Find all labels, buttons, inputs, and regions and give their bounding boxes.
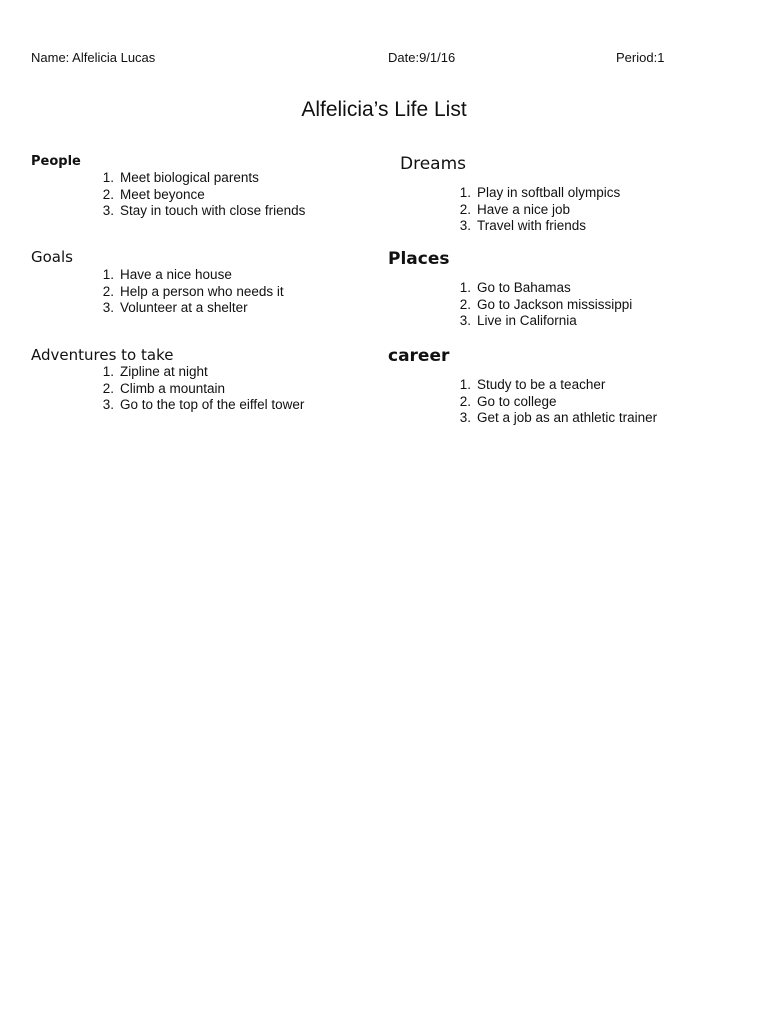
list-item (98, 397, 304, 414)
section-goals-heading (31, 248, 73, 266)
places-list (455, 280, 632, 330)
list-item (98, 300, 284, 317)
list-item (455, 185, 620, 202)
list-item-text: Travel with friends (477, 218, 587, 233)
list-number: 2. (459, 393, 471, 409)
list-item (455, 410, 657, 427)
list-item-text: Meet beyonce (120, 186, 205, 202)
section-heading: Places (388, 249, 450, 269)
list-item-text: Get a job as an athletic trainer (477, 410, 658, 425)
list-number: 1. (102, 170, 114, 185)
list-number: 3. (102, 300, 114, 315)
list-item-text: Play in softball olympics (477, 185, 621, 200)
list-item-text: Study to be a teacher (477, 377, 606, 392)
list-item (98, 364, 304, 381)
section-adventures-heading (31, 346, 173, 364)
list-item-text: Go to Jackson mississippi (477, 296, 633, 312)
list-number: 1. (459, 377, 471, 392)
list-item-text: Go to the top of the eiffel tower (120, 397, 305, 412)
list-number: 3. (459, 313, 471, 328)
list-number: 3. (102, 397, 114, 412)
people-list (98, 170, 305, 220)
section-heading: Goals (31, 248, 73, 266)
section-career-heading (388, 346, 449, 366)
list-item-text: Have a nice job (477, 201, 571, 217)
list-number: 2. (102, 283, 114, 299)
list-item (455, 202, 620, 219)
goals-list (98, 267, 284, 317)
list-item-text: Zipline at night (120, 364, 208, 379)
list-item-text: Volunteer at a shelter (120, 300, 248, 315)
list-item (98, 170, 305, 187)
list-item-text: Live in California (477, 313, 577, 328)
list-item-text: Go to Bahamas (477, 280, 571, 295)
list-item (98, 284, 284, 301)
document-title: Alfelicia’s Life List (301, 98, 467, 121)
list-item (455, 297, 632, 314)
list-item-text: Go to college (477, 393, 557, 409)
list-item (455, 280, 632, 297)
list-number: 2. (102, 186, 114, 202)
list-number: 1. (102, 364, 114, 379)
list-item (98, 203, 305, 220)
list-number: 3. (102, 203, 114, 218)
list-number: 1. (459, 185, 471, 200)
list-number: 1. (102, 267, 114, 282)
list-number: 2. (459, 296, 471, 312)
career-list (455, 377, 657, 427)
dreams-list (455, 185, 620, 235)
list-number: 2. (102, 380, 114, 396)
list-item (455, 218, 620, 235)
list-item (98, 187, 305, 204)
section-people-heading (31, 154, 81, 170)
list-item (455, 313, 632, 330)
section-heading: career (388, 346, 450, 366)
list-number: 3. (459, 410, 471, 425)
section-heading: Dreams (400, 154, 466, 174)
student-name: Name: Alfelicia Lucas (31, 50, 156, 65)
list-number: 3. (459, 218, 471, 233)
list-item-text: Help a person who needs it (120, 283, 284, 299)
list-number: 1. (459, 280, 471, 295)
date-field: Date:9/1/16 (388, 50, 456, 65)
list-item (455, 394, 657, 411)
list-item (455, 377, 657, 394)
list-item (98, 381, 304, 398)
list-item-text: Stay in touch with close friends (120, 203, 306, 218)
list-item (98, 267, 284, 284)
list-number: 2. (459, 201, 471, 217)
list-item-text: Climb a mountain (120, 380, 226, 396)
list-item-text: Have a nice house (120, 267, 232, 282)
period-field: Period:1 (616, 50, 665, 65)
section-heading: Adventures to take (31, 346, 174, 364)
adventures-list (98, 364, 304, 414)
list-item-text: Meet biological parents (120, 170, 259, 185)
section-heading: People (31, 154, 81, 169)
section-places-heading (388, 249, 449, 269)
section-dreams-heading (400, 154, 466, 174)
